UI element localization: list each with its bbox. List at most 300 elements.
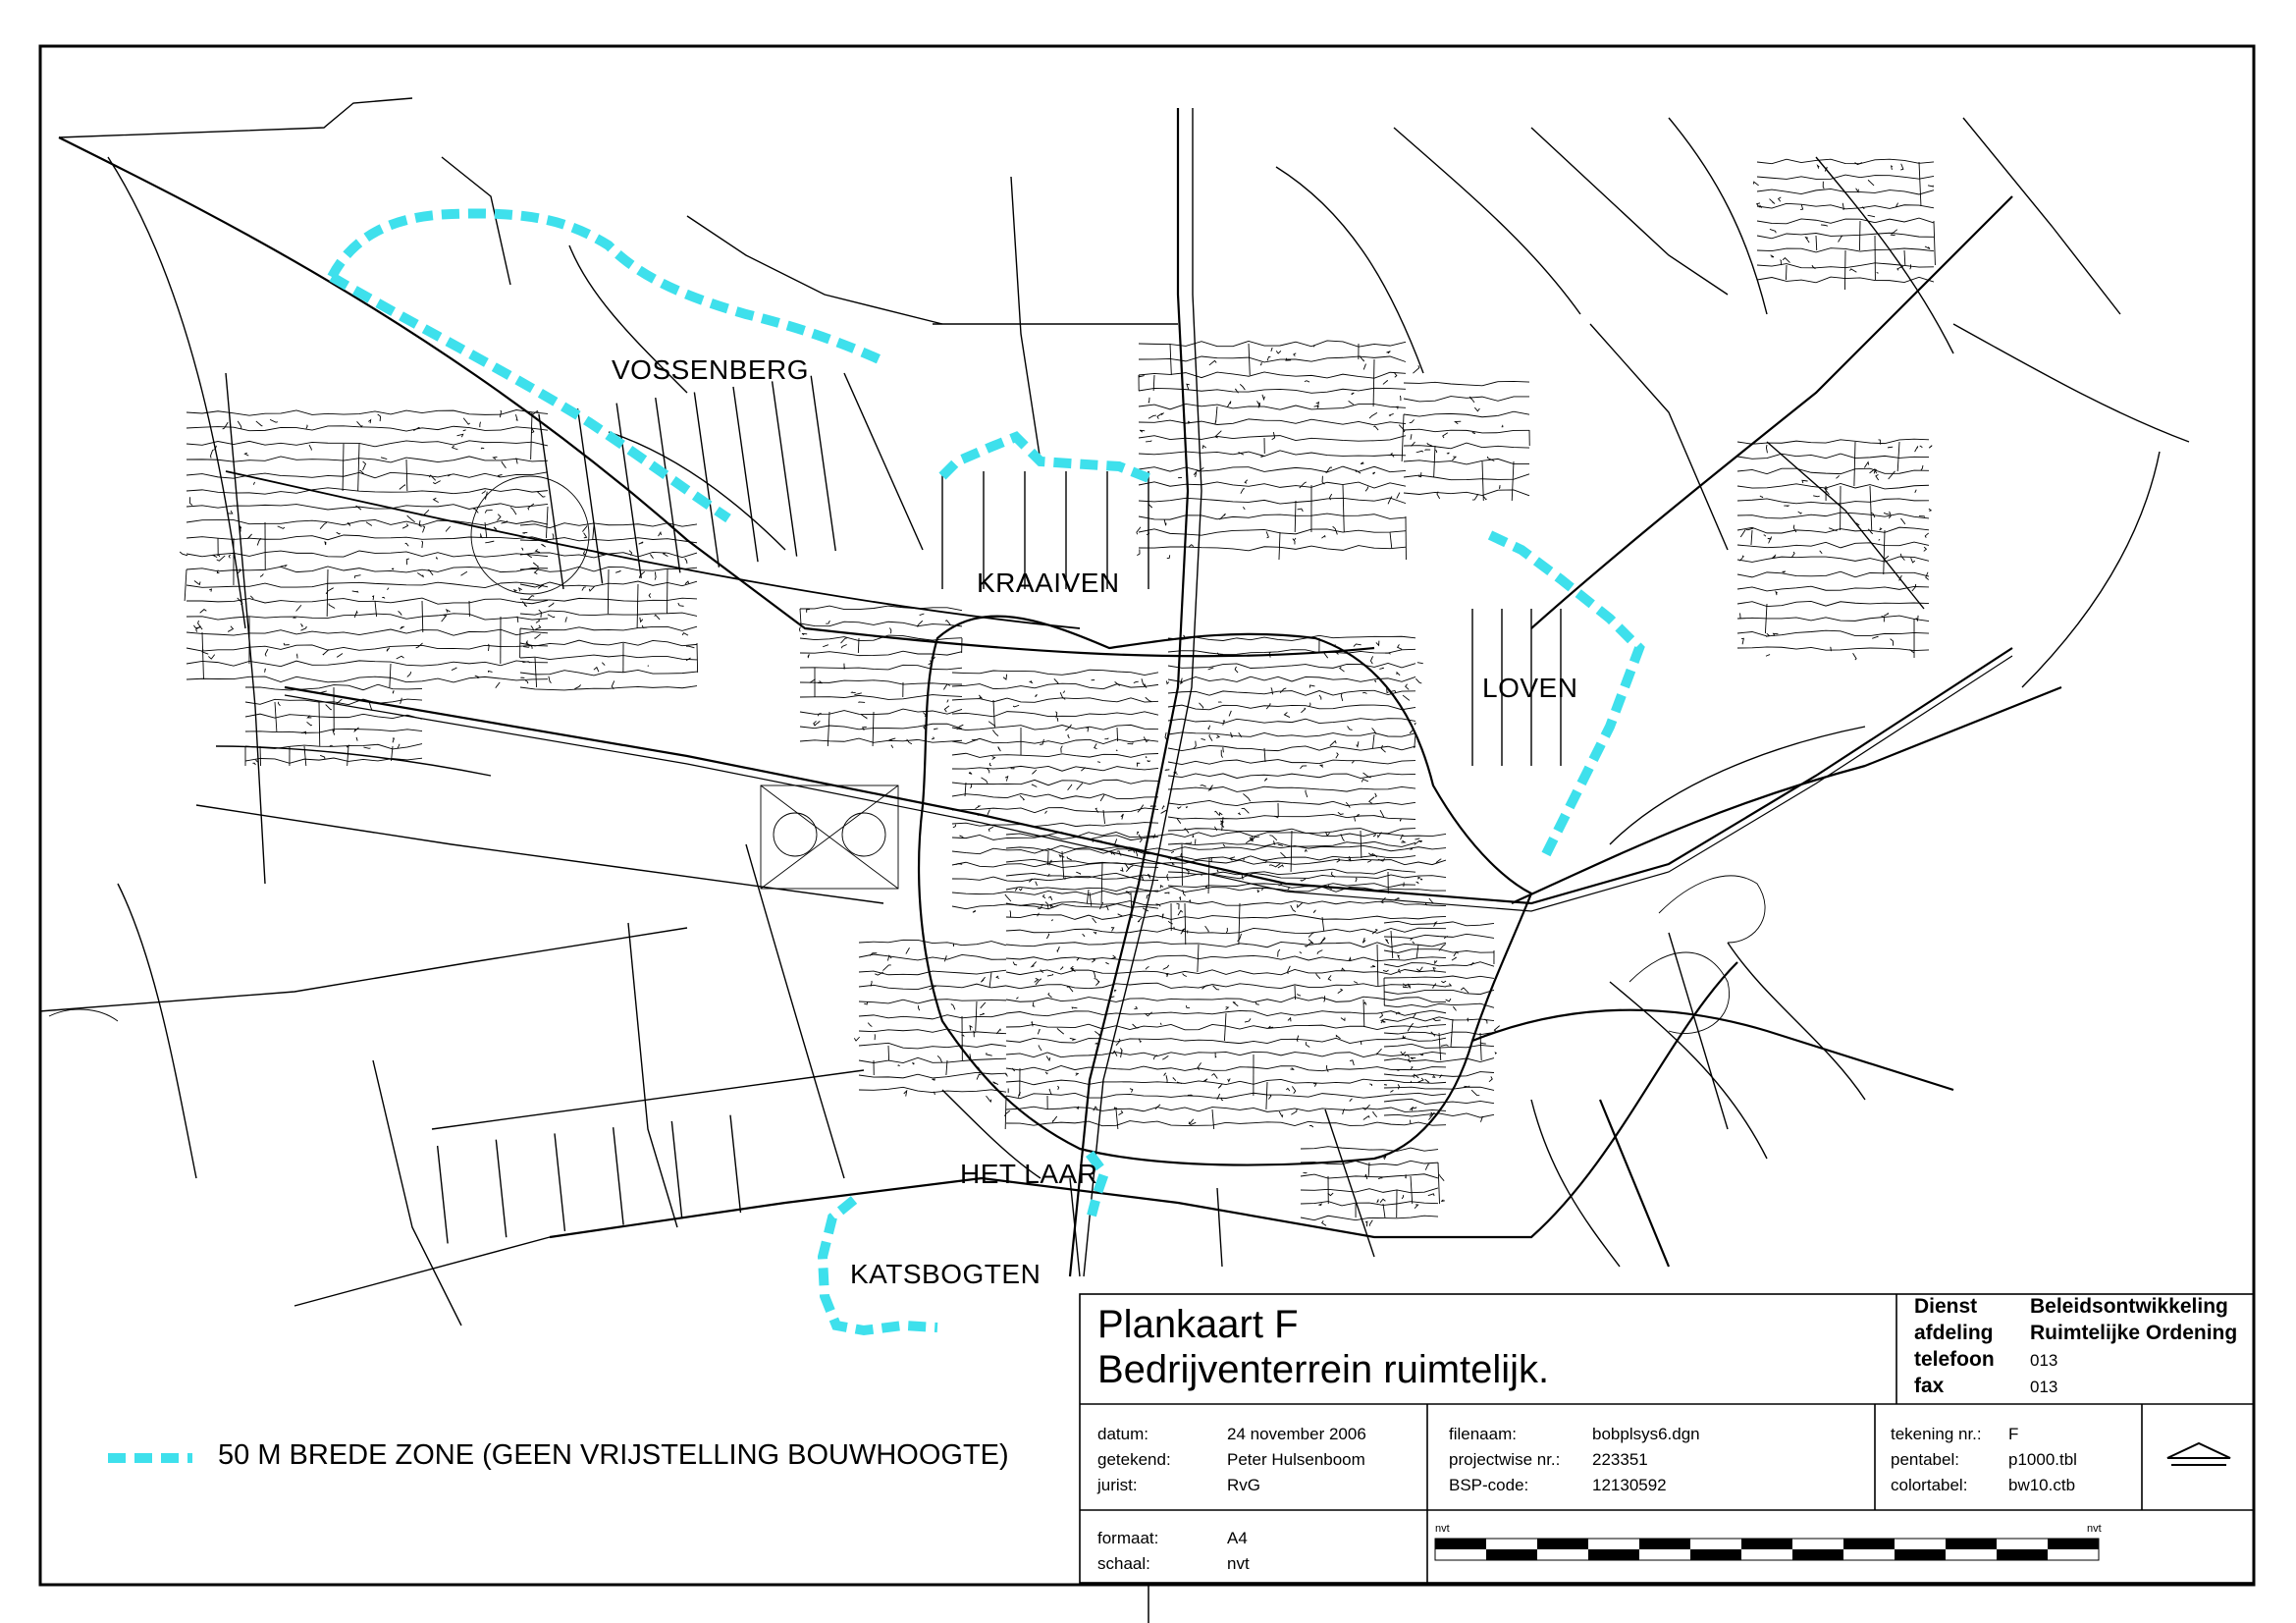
district-west-culdesac [209,589,211,591]
district-het-laar-street [859,1087,1006,1092]
district-west-culdesac [265,669,266,673]
district-kraaiven-south-street [800,680,962,684]
district-west-industry-culdesac [393,690,394,693]
district-berkel-lane [1934,221,1935,265]
rural-road-6 [432,1070,864,1129]
district-centre-east-culdesac [1355,817,1356,822]
district-berkel-culdesac [1821,225,1828,226]
district-centre-culdesac [1223,844,1225,846]
scale-bar-segment [1843,1539,1895,1549]
district-centre-culdesac [1226,928,1227,933]
district-north-east-culdesac [1502,425,1503,427]
district-west-culdesac [400,485,405,490]
district-centre-east-culdesac [1415,678,1421,683]
district-centre-culdesac [1048,993,1052,998]
district-centre-culdesac [1383,970,1389,971]
district-kraaiven-south-lane [800,609,801,623]
district-centre-street [1006,1107,1446,1111]
district-centre-culdesac [1032,1021,1033,1026]
district-reeshof-culdesac [685,559,687,564]
district-centre-north-lane [1117,728,1118,741]
district-centre-east-culdesac [1242,808,1250,813]
district-het-laar-culdesac [868,1023,872,1027]
district-west-culdesac [223,422,229,429]
district-udenhout-culdesac [1889,471,1896,479]
district-north-culdesac [1369,412,1377,418]
district-reeshof-lane [593,525,594,540]
district-kraaiven-south-culdesac [932,737,934,739]
district-centre-east-culdesac [1381,745,1385,752]
district-west-culdesac [300,626,306,630]
district-west-culdesac [442,616,447,622]
scale-bar-segment [1946,1539,1997,1549]
district-north-culdesac [1298,509,1304,512]
district-north-culdesac [1396,406,1398,408]
district-centre-culdesac [1278,865,1283,868]
district-centre-culdesac [1163,965,1169,970]
district-berkel-culdesac [1818,166,1820,169]
district-kraaiven-south-street [800,738,962,742]
district-centre-culdesac [1205,926,1209,932]
district-centre-street [1006,1093,1446,1099]
district-north-east-culdesac [1455,421,1461,424]
district-north-street [1139,341,1406,347]
district-north-lane [1279,532,1280,560]
district-centre-north-culdesac [1128,742,1134,743]
district-kraaiven-south-culdesac [841,638,847,643]
district-centre-culdesac [1130,1089,1133,1093]
district-centre-east-culdesac [1398,644,1403,649]
dept-value-fax: 013 [2030,1378,2058,1396]
scale-bar-left-label: nvt [1435,1523,1450,1535]
district-centre-culdesac [1094,932,1095,934]
district-centre-east-lane [1361,831,1362,858]
district-centre-north-culdesac [1076,872,1080,874]
meta-colortabel-key: colortabel: [1891,1476,1968,1494]
district-centre-east-culdesac [1235,667,1238,673]
district-south-culdesac [1322,1220,1326,1225]
district-centre-lane [1416,945,1418,958]
district-berkel-street [1757,175,1934,179]
district-centre-east-culdesac [1348,727,1353,730]
district-centre-culdesac [1176,903,1179,909]
district-centre-culdesac [1291,1109,1297,1114]
district-centre-culdesac [1032,961,1037,966]
district-centre-east-culdesac [1257,890,1259,893]
district-udenhout-culdesac [1876,474,1879,480]
district-berkel-street [1757,233,1934,239]
district-centre-east-culdesac [1221,750,1222,758]
scale-bar-segment [1741,1539,1792,1549]
district-east-culdesac [1446,984,1451,987]
district-udenhout-culdesac [1766,445,1767,453]
scale-bar-segment [1690,1549,1741,1560]
district-reeshof-culdesac [574,684,580,688]
district-udenhout-culdesac [1920,446,1923,448]
district-east-street [1384,1044,1494,1048]
district-north-culdesac [1326,467,1332,473]
district-west-culdesac [463,418,470,424]
district-centre-east-street [1168,690,1415,695]
district-centre-north-culdesac [1138,918,1142,922]
district-centre-culdesac [1255,1001,1259,1004]
district-centre-culdesac [1217,870,1218,872]
district-reeshof-culdesac [536,549,540,552]
district-centre-east-culdesac [1201,738,1205,739]
rural-road-1 [108,157,245,628]
district-centre-east-culdesac [1223,747,1224,752]
meta-datum-key: datum: [1097,1425,1148,1443]
district-centre-east-culdesac [1306,790,1308,798]
district-centre-culdesac [1093,918,1096,923]
district-north-east-culdesac [1418,472,1421,477]
district-centre-culdesac [1268,1026,1273,1028]
district-kraaiven-south-lane [873,712,874,746]
rural-road-5 [373,1060,461,1325]
district-centre-east-culdesac [1231,732,1233,737]
district-centre-street [1006,997,1446,1001]
field-vossenberg-line [733,387,758,562]
district-east-lane [1451,1019,1453,1047]
district-west-lane [546,507,548,538]
district-north-east-street [1404,459,1529,464]
district-kraaiven-south-culdesac [841,644,846,648]
district-berkel-culdesac [1839,236,1843,242]
district-udenhout [1737,439,1932,660]
district-north-culdesac [1363,364,1365,370]
district-centre-street [1006,914,1446,919]
district-north-culdesac [1294,353,1296,356]
district-east-street [1384,949,1494,953]
district-centre-culdesac [1211,1074,1217,1079]
district-reeshof-culdesac [685,581,689,584]
district-centre-culdesac [1051,919,1052,921]
district-west-culdesac [211,450,213,458]
district-north-culdesac [1260,362,1262,365]
district-west-industry-culdesac [356,737,357,740]
meta-projectwise-key: projectwise nr.: [1449,1450,1561,1469]
meta-formaat-value: A4 [1227,1529,1248,1547]
scale-bar-right-label: nvt [2087,1523,2102,1535]
district-south-lane [1438,1163,1440,1204]
district-west-culdesac [433,481,440,484]
district-north-culdesac [1388,496,1392,504]
district-west-culdesac [296,655,297,659]
district-het-laar-culdesac [906,947,910,953]
district-north-culdesac [1276,351,1281,353]
district-reeshof-street [520,686,697,690]
district-centre-north-culdesac [992,757,995,760]
district-centre-north-lane [1062,851,1064,879]
district-centre-culdesac [1338,989,1343,993]
district-centre-east-culdesac [1385,653,1390,654]
district-het-laar-culdesac [951,1003,955,1009]
district-centre-street [1006,1052,1446,1056]
district-east-culdesac [1433,984,1436,989]
district-centre-culdesac [1186,1005,1190,1007]
district-centre-north-culdesac [1121,814,1123,819]
district-centre-culdesac [1291,905,1296,912]
district-centre-street [1006,901,1446,906]
district-east-culdesac [1411,1081,1412,1083]
district-north-culdesac [1372,472,1374,474]
district-centre-north-street [952,848,1158,854]
district-north-street [1139,419,1406,425]
district-centre-culdesac [1072,1007,1077,1008]
scale-bar-segment [1639,1539,1690,1549]
district-berkel-lane [1919,162,1921,206]
district-north-east-culdesac [1474,407,1479,411]
district-berkel-culdesac [1771,255,1774,257]
district-centre-culdesac [1300,952,1302,954]
district-centre-culdesac [1059,855,1064,857]
district-udenhout-street [1737,601,1929,606]
meta-filenaam-value: bobplsys6.dgn [1592,1425,1700,1443]
district-west-lane [343,444,344,491]
district-berkel-street [1757,159,1934,164]
rural-road-12 [1011,177,1041,461]
rural-road-24 [1531,1100,1620,1267]
district-udenhout-culdesac [1884,613,1888,616]
district-west-culdesac [294,618,295,619]
district-north-culdesac [1266,531,1268,538]
district-centre-culdesac [1385,940,1388,945]
district-udenhout-culdesac [1853,653,1857,660]
district-centre-culdesac [1361,1041,1362,1045]
district-north-east-culdesac [1443,433,1448,438]
district-centre-east-culdesac [1214,827,1216,831]
district-berkel-culdesac [1783,258,1789,263]
district-berkel-culdesac [1891,235,1896,236]
district-centre-north-culdesac [1142,678,1145,686]
district-centre-culdesac [1047,974,1053,976]
district-centre-east-culdesac [1357,741,1359,746]
district-centre-north-culdesac [1134,681,1139,682]
district-north-culdesac [1148,398,1149,403]
district-centre-east-culdesac [1208,726,1210,730]
district-north-culdesac [1260,457,1263,458]
district-het-laar-culdesac [987,1053,992,1055]
district-centre-north-street [952,877,1158,882]
district-centre-culdesac [1094,1107,1097,1110]
district-west-culdesac [296,606,301,612]
district-north-street [1139,356,1406,362]
district-berkel-culdesac [1800,205,1802,210]
district-west-culdesac [407,515,415,522]
district-north-culdesac [1313,346,1314,347]
district-west-industry-street [245,758,422,763]
district-kraaiven-south-culdesac [808,654,809,658]
district-kraaiven-south-street [800,709,962,714]
district-west-industry-culdesac [320,755,325,759]
district-het-laar-culdesac [933,1079,936,1080]
district-north-culdesac [1411,434,1412,439]
district-west-culdesac [284,643,290,645]
district-north-culdesac [1140,430,1145,432]
district-west-street [187,629,548,635]
district-east-culdesac [1452,957,1457,960]
district-north-culdesac [1194,472,1197,477]
district-centre-culdesac [1253,837,1259,840]
district-west-culdesac [270,419,278,422]
district-reeshof-culdesac [655,615,660,620]
district-udenhout-culdesac [1925,533,1929,538]
district-north-culdesac [1227,402,1230,407]
district-centre-culdesac [1094,971,1095,978]
district-centre-culdesac [1350,1060,1354,1065]
district-centre-lane [1101,862,1102,903]
district-centre-north-culdesac [1120,867,1123,871]
district-north-street [1139,466,1406,472]
district-centre-east-street [1168,760,1415,765]
district-west-culdesac [265,649,268,656]
district-north-east-street [1404,397,1529,402]
district-berkel-culdesac [1753,182,1758,186]
district-centre-culdesac [1441,981,1446,983]
district-centre-north-culdesac [1095,743,1097,748]
district-udenhout-street [1737,454,1929,459]
district-west-culdesac [447,610,451,613]
district-centre-north-culdesac [1057,718,1058,722]
district-centre-east-culdesac [1239,813,1241,815]
district-centre-culdesac [1128,850,1135,853]
district-centre-lane [1087,890,1089,903]
district-west-culdesac [320,522,327,529]
legend-zone-label: 50 M BREDE ZONE (GEEN VRIJSTELLING BOUWHOOGTE) [218,1439,1009,1471]
district-west-culdesac [354,575,360,578]
district-north-east-culdesac [1435,450,1436,453]
district-centre-east-street [1168,719,1415,724]
district-reeshof-culdesac [602,663,605,666]
district-north-lane [1373,359,1374,406]
district-centre-culdesac [1183,974,1187,977]
district-centre-culdesac [1369,1084,1371,1086]
district-centre-north-culdesac [1055,712,1056,719]
district-centre-culdesac [1337,858,1340,862]
meta-colortabel-value: bw10.ctb [2008,1476,2076,1494]
district-het-laar-culdesac [918,1005,919,1010]
district-reeshof-culdesac [534,634,540,638]
district-south-culdesac [1441,1200,1445,1202]
rural-road-9 [746,844,844,1178]
district-north-east-culdesac [1499,485,1500,489]
district-berkel-culdesac [1925,246,1930,249]
rural-road-15 [1394,128,1580,314]
interchange-west [49,1009,118,1021]
district-berkel [1753,159,1935,290]
district-centre-culdesac [1286,1088,1289,1091]
district-udenhout-culdesac [1740,613,1741,619]
field-vossenberg-line [694,392,719,567]
district-north-east-street [1404,490,1529,496]
district-reeshof-culdesac [523,646,529,647]
district-centre-culdesac [1356,878,1357,882]
district-south-street [1301,1188,1438,1193]
district-centre-east-culdesac [1341,693,1342,701]
district-west-culdesac [399,611,402,615]
district-west-culdesac [407,672,411,676]
district-centre-east-culdesac [1280,852,1285,857]
district-north-culdesac [1240,384,1245,390]
district-north-east-culdesac [1416,451,1423,453]
district-east-street [1384,1058,1494,1062]
district-centre-north-culdesac [1068,784,1072,790]
rural-road-8 [628,923,677,1227]
district-het-laar-culdesac [996,976,999,978]
district-centre-culdesac [1316,973,1320,978]
district-berkel-culdesac [1849,269,1856,272]
district-reeshof-street [520,670,697,675]
district-het-laar-street [859,1029,1006,1034]
district-het-laar-lane [989,972,991,987]
district-centre-culdesac [1292,1086,1295,1093]
district-west [180,410,555,688]
district-west-culdesac [217,555,220,557]
district-centre-north-culdesac [1146,756,1147,757]
district-east-lane [1439,1033,1441,1060]
district-udenhout-culdesac [1760,496,1763,497]
district-centre-east-culdesac [1319,695,1321,700]
district-udenhout-street [1737,468,1929,473]
district-centre-culdesac [1297,1036,1299,1042]
district-centre-east-street [1168,732,1415,736]
district-centre-culdesac [1070,1038,1075,1040]
district-west-culdesac [536,620,540,622]
road-network [39,98,2189,1325]
district-centre-east-street [1168,774,1415,779]
district-west-culdesac [240,526,241,532]
district-west-culdesac [453,446,458,450]
title-line-2: Bedrijventerrein ruimtelijk. [1097,1348,1550,1391]
district-centre-north-culdesac [1162,806,1164,809]
district-west-culdesac [180,552,187,556]
meta-pentabel-value: p1000.tbl [2008,1450,2077,1469]
road-south [1600,1100,1669,1267]
rural-road-4 [118,884,196,1178]
district-centre-culdesac [1416,967,1422,971]
district-berkel-culdesac [1900,164,1903,170]
district-east-culdesac [1398,1084,1399,1089]
district-centre-east-culdesac [1229,711,1231,716]
district-centre-culdesac [1160,1023,1161,1024]
district-centre-culdesac [1313,1084,1316,1087]
district-east-culdesac [1418,1078,1423,1082]
district-west-lane [358,444,359,491]
district-west-culdesac [238,421,241,429]
district-centre-north-culdesac [1137,763,1140,767]
district-kraaiven-south-culdesac [823,645,828,647]
zone-kraaiven [942,437,1156,481]
district-udenhout-culdesac [1919,516,1925,517]
district-west-street [187,582,548,588]
district-udenhout-street [1737,630,1929,636]
district-south-culdesac [1365,1221,1367,1226]
district-west-culdesac [325,541,326,545]
district-centre-north-street [952,670,1158,675]
rural-road-16 [1531,128,1728,295]
district-west-industry-culdesac [347,745,349,747]
district-north-culdesac [1137,527,1141,535]
district-west-culdesac [200,610,207,614]
district-centre-north-culdesac [988,827,993,832]
district-west-street [187,645,548,651]
district-east-culdesac [1411,1057,1415,1059]
district-centre-culdesac [1076,1073,1079,1075]
district-west-culdesac [337,532,341,534]
district-reeshof-street [520,626,697,630]
district-north-east-street [1404,411,1529,417]
district-centre-east-culdesac [1183,890,1186,895]
